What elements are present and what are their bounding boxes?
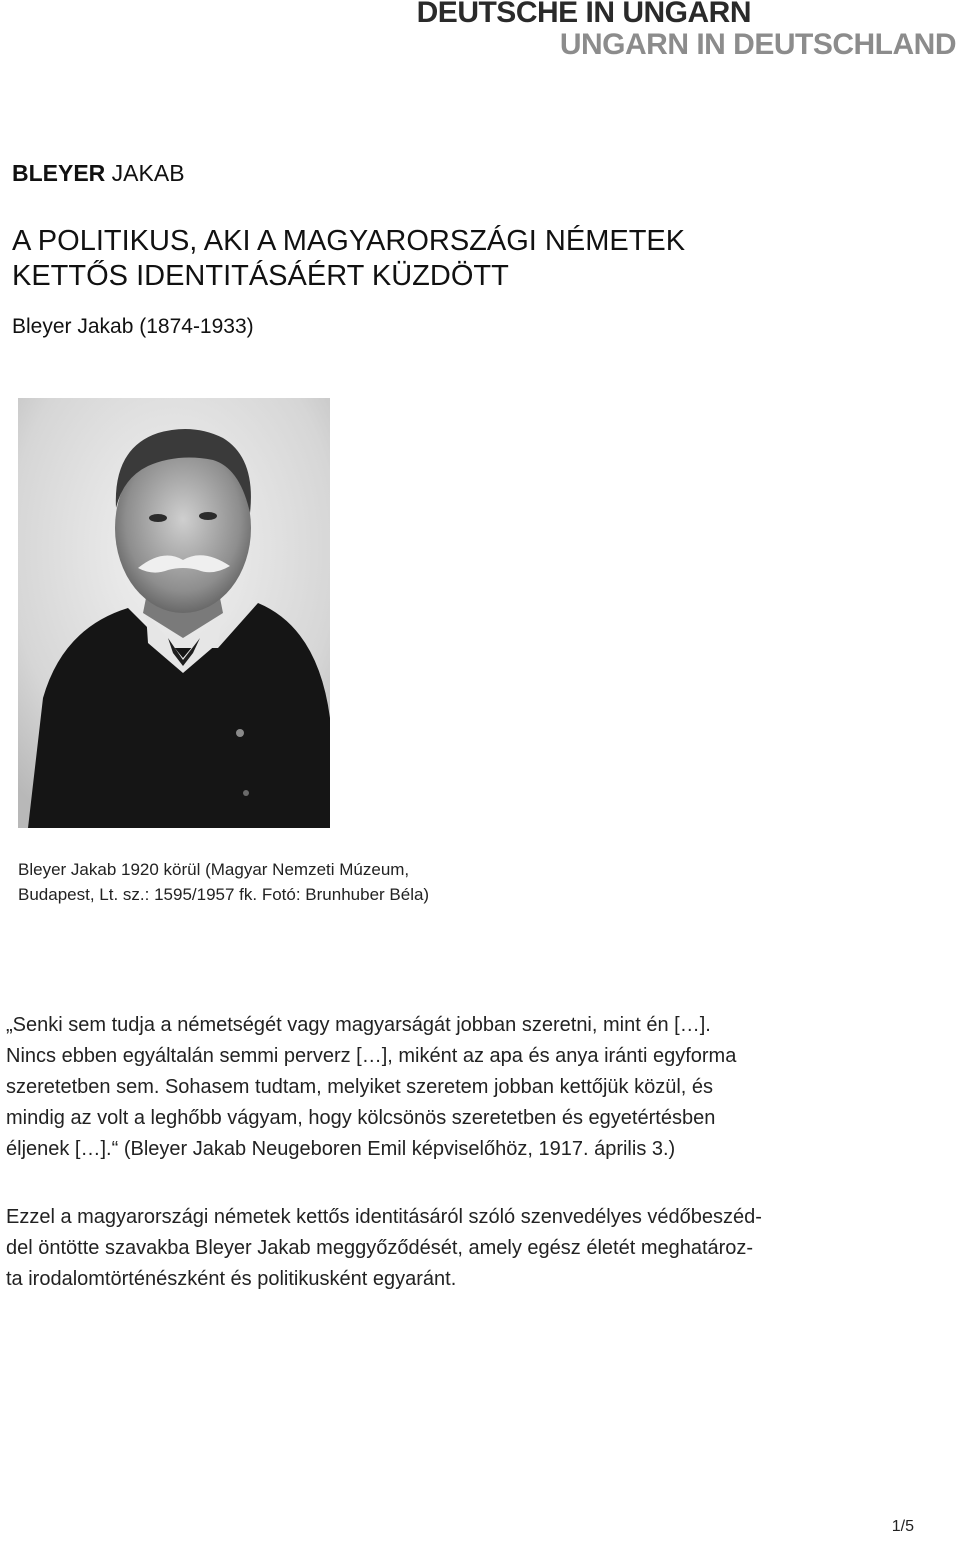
masthead-line1: DEUTSCHE IN UNGARN (416, 0, 751, 29)
photo-caption (18, 857, 618, 907)
quote-line: éljenek […].“ (Bleyer Jakab Neugeboren Emil képviselőhöz, 1917. április 3.) (6, 1138, 676, 1160)
quote-line: Nincs ebben egyáltalán semmi perverz […], miként az apa és anya iránti egyforma (6, 1045, 737, 1067)
portrait-photo (18, 398, 330, 828)
masthead-line2: UNGARN IN DEUTSCHLAND (559, 28, 956, 61)
author-first-name: JAKAB (105, 160, 185, 186)
caption-line-2: Budapest, Lt. sz.: 1595/1957 fk. Fotó: Brunhuber Béla) (18, 885, 430, 904)
quote-line: szeretetben sem. Sohasem tudtam, melyiket szeretem jobban kettőjük közül, és (6, 1076, 714, 1098)
author-last-name: BLEYER (12, 160, 106, 186)
title-line-2: KETTŐS IDENTITÁSÁÉRT KÜZDÖTT (12, 260, 509, 292)
quote-line: mindig az volt a leghőbb vágyam, hogy kölcsönös szeretetben és egyetértésben (6, 1107, 716, 1129)
page-number: 1/5 (891, 1518, 914, 1535)
author-name (12, 160, 185, 187)
caption-line-1: Bleyer Jakab 1920 körül (Magyar Nemzeti Múzeum, (18, 860, 410, 879)
body-line: ta irodalomtörténészként és politikusként egyaránt. (6, 1268, 457, 1290)
title-line-1: A POLITIKUS, AKI A MAGYARORSZÁGI NÉMETEK (12, 225, 686, 257)
quote-line: „Senki sem tudja a németségét vagy magyarságát jobban szeretni, mint én […]. (6, 1014, 711, 1036)
body-line: del öntötte szavakba Bleyer Jakab meggyőződését, amely egész életét meghatároz- (6, 1237, 754, 1259)
article-subtitle: Bleyer Jakab (1874-1933) (12, 315, 254, 338)
article-title (12, 224, 912, 294)
body-paragraph (6, 1202, 906, 1295)
quote-block (6, 1010, 866, 1165)
body-line: Ezzel a magyarországi németek kettős identitásáról szóló szenvedélyes védőbeszéd- (6, 1206, 762, 1228)
